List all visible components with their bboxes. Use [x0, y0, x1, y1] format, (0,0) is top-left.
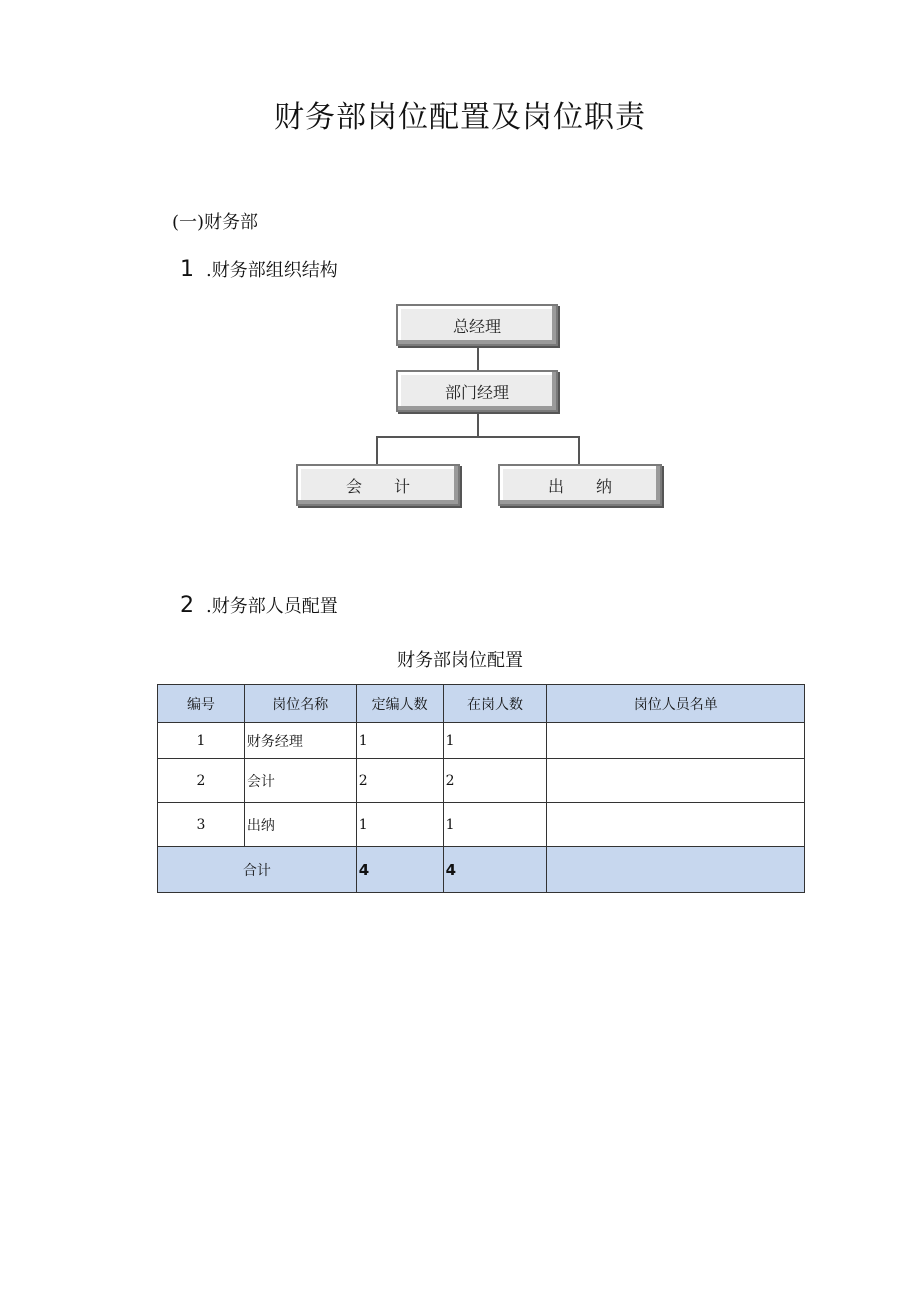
- header-cell: 编号: [158, 685, 245, 723]
- subheading-staffing: [180, 592, 338, 618]
- cell-names: [547, 723, 805, 759]
- header-cell: 岗位名称: [244, 685, 356, 723]
- cell-names: [547, 759, 805, 803]
- subheading-number: 2: [180, 593, 194, 618]
- org-box-accountant: 会 计: [296, 464, 460, 506]
- header-cell: 定编人数: [356, 685, 443, 723]
- section-heading: (一)财务部: [172, 212, 259, 233]
- table-total-row: [158, 847, 805, 893]
- cell-onduty: 2: [443, 759, 547, 803]
- table-caption: 财务部岗位配置: [397, 650, 523, 671]
- header-cell: 岗位人员名单: [547, 685, 805, 723]
- cell-position: 会计: [244, 759, 356, 803]
- table-header-row: [158, 685, 805, 723]
- total-onduty: 4: [443, 847, 547, 893]
- org-connector-top: [477, 346, 479, 370]
- cell-id: 3: [158, 803, 245, 847]
- total-label: 合计: [158, 847, 357, 893]
- cell-position: 财务经理: [244, 723, 356, 759]
- org-connector-middle: [477, 412, 479, 438]
- cell-id: 1: [158, 723, 245, 759]
- org-box-cashier: 出 纳: [498, 464, 662, 506]
- subheading-number: 1: [180, 257, 194, 282]
- org-box-general-manager: 总经理: [396, 304, 558, 346]
- total-names: [547, 847, 805, 893]
- cell-names: [547, 803, 805, 847]
- table-row: [158, 723, 805, 759]
- staffing-table: [157, 684, 805, 893]
- org-connector-left: [376, 436, 378, 464]
- org-connector-horizontal: [376, 436, 580, 438]
- cell-planned: 2: [356, 759, 443, 803]
- subheading-text: .财务部组织结构: [206, 260, 338, 281]
- subheading-org-structure: [180, 256, 338, 282]
- table-row: [158, 759, 805, 803]
- cell-onduty: 1: [443, 723, 547, 759]
- header-cell: 在岗人数: [443, 685, 547, 723]
- cell-planned: 1: [356, 723, 443, 759]
- total-planned: 4: [356, 847, 443, 893]
- table-row: [158, 803, 805, 847]
- subheading-text: .财务部人员配置: [206, 596, 338, 617]
- org-box-department-manager: 部门经理: [396, 370, 558, 412]
- cell-position: 出纳: [244, 803, 356, 847]
- org-connector-right: [578, 436, 580, 464]
- cell-id: 2: [158, 759, 245, 803]
- org-chart: [0, 0, 920, 560]
- cell-onduty: 1: [443, 803, 547, 847]
- cell-planned: 1: [356, 803, 443, 847]
- document-title: 财务部岗位配置及岗位职责: [274, 100, 646, 135]
